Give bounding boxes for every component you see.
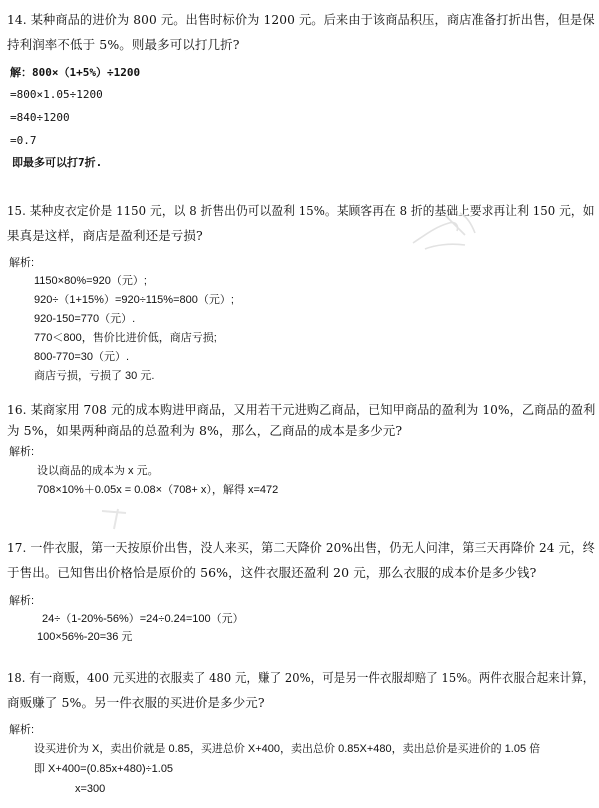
problem-15-solution-line-3: 920-150=770（元）. <box>34 313 136 325</box>
problem-14-question-line-1: 14. 某种商品的进价为 800 元。出售时标价为 1200 元。后来由于该商品积压，商店准备打折出售，但是保 <box>7 12 595 27</box>
problem-16-question-line-2: 为 5%，如果两种商品的总盈利为 8%，那么，乙商品的成本是多少元? <box>7 423 403 438</box>
problem-15-solution-line-2: 920÷（1+15%）=920÷115%=800（元）; <box>34 294 234 306</box>
problem-17-question-line-1: 17. 一件衣服，第一天按原价出售，没人来买，第二天降价 20%出售，仍无人问津，第三天再降价 24 元，终 <box>7 540 595 555</box>
problem-14-solution-line-2: =800×1.05÷1200 <box>10 88 103 101</box>
problem-18-question-line-1: 18. 有一商贩，400 元买进的衣服卖了 480 元，赚了 20%，可是另一件衣服却赔了 15%。两件衣服合起来计算， <box>7 670 595 685</box>
problem-17-solution-line-1: 24÷（1-20%-56%）=24÷0.24=100（元） <box>42 613 244 625</box>
problem-15-solution-line-1: 1150×80%=920（元）; <box>34 275 147 287</box>
problem-14-question-line-2: 持利润率不低于 5%。则最多可以打几折? <box>7 37 240 52</box>
problem-17-solution-line-2: 100×56%-20=36 元 <box>37 631 133 643</box>
scan-artifact-mark-2 <box>96 505 136 535</box>
problem-18-solution-line-1: 设买进价为 X，卖出价就是 0.85，买进总价 X+400，卖出总价 0.85X+480，卖出总价是买进价的 1.05 倍 <box>34 743 541 755</box>
problem-15-question-line-1: 15. 某种皮衣定价是 1150 元，以 8 折售出仍可以盈利 15%。某顾客再在 8 折的基础上要求再让利 150 元，如 <box>7 203 595 218</box>
problem-14-solution-line-1: 解：800×（1+5%）÷1200 <box>10 66 141 79</box>
problem-18-label: 解析: <box>9 724 35 736</box>
problem-15-question-line-2: 果真是这样，商店是盈利还是亏损? <box>7 228 203 243</box>
problem-16-question-line-1: 16. 某商家用 708 元的成本购进甲商品，又用若干元进购乙商品，已知甲商品的盈利为 10%，乙商品的盈利 <box>7 402 596 417</box>
problem-17-question-line-2: 于售出。已知售出价格恰是原价的 56%，这件衣服还盈利 20 元，那么衣服的成本价是多少钱? <box>7 565 537 580</box>
problem-18-solution-line-3: x=300 <box>75 783 106 795</box>
problem-17-label: 解析: <box>9 595 35 607</box>
problem-14-solution-line-5: 即最多可以打7折. <box>12 156 103 169</box>
problem-16-solution-line-2: 708×10%＋0.05x = 0.08×（708+ x），解得 x=472 <box>37 484 279 496</box>
problem-15-solution-line-6: 商店亏损，亏损了 30 元. <box>34 370 155 382</box>
problem-18-solution-line-2: 即 X+400=(0.85x+480)÷1.05 <box>34 763 174 775</box>
problem-16-solution-line-1: 设以商品的成本为 x 元。 <box>37 465 159 477</box>
problem-18-question-line-2: 商贩赚了 5%。另一件衣服的买进价是多少元? <box>7 695 265 710</box>
problem-15-solution-line-5: 800-770=30（元）. <box>34 351 130 363</box>
problem-14-solution-line-4: =0.7 <box>10 134 37 147</box>
problem-14-solution-line-3: =840÷1200 <box>10 111 70 124</box>
problem-16-label: 解析: <box>9 446 35 458</box>
problem-15-label: 解析: <box>9 257 35 269</box>
problem-15-solution-line-4: 770＜800，售价比进价低，商店亏损; <box>34 332 217 344</box>
